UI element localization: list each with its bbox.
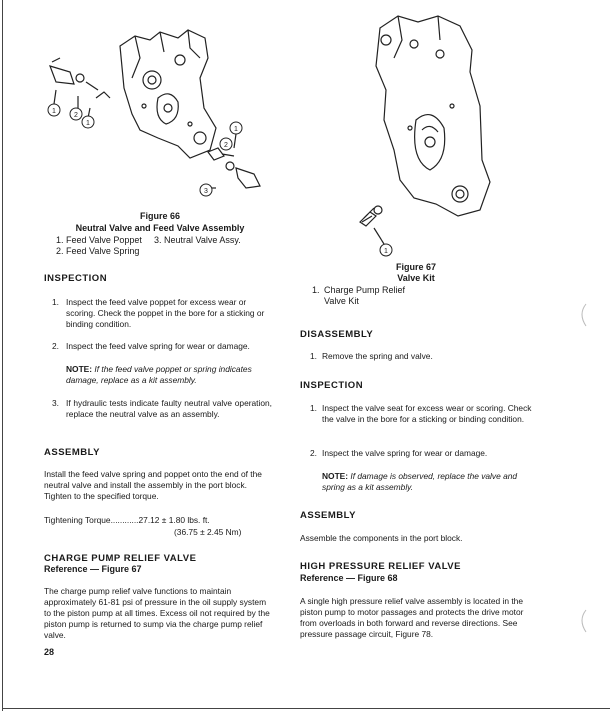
note-label: NOTE: [322, 471, 349, 481]
figure-66-subtitle: Neutral Valve and Feed Valve Assembly [75, 223, 245, 233]
inspection-right-step-1-text: Inspect the valve seat for excess wear or scoring. Check the valve in the bore for a sticking or binding condition. [322, 403, 532, 424]
inspection-step-1-number: 1. [52, 297, 59, 307]
figure-66-legend-item-2: 2. Feed Valve Spring [56, 246, 140, 256]
figure-66-illustration [40, 18, 280, 208]
page-left-border [2, 0, 3, 711]
page-bottom-border [2, 708, 610, 709]
fig66-callout-1a: 1 [52, 108, 56, 115]
tightening-torque: Tightening Torque............27.12 ± 1.80 lbs. ft. [44, 515, 210, 525]
assembly-heading-right: ASSEMBLY [300, 510, 356, 521]
high-pressure-text: A single high pressure relief valve assembly is located in the piston pump to motor passages and protects the drive motor from overloads in both forward and reverse directions. See pressure passage circuit, Figure 78. [300, 596, 524, 639]
inspection-step-2-text: Inspect the feed valve spring for wear or damage. [66, 341, 250, 351]
figure-66-legend-item-1: 1. Feed Valve Poppet [56, 235, 142, 245]
note-label: NOTE: [66, 364, 93, 374]
figure-67-legend-number: 1. [312, 285, 320, 295]
figure-66-legend-item-3: 3. Neutral Valve Assy. [154, 235, 241, 245]
assembly-heading-left: ASSEMBLY [44, 447, 100, 458]
disassembly-step-1-text: Remove the spring and valve. [322, 351, 433, 361]
figure-66-title: Figure 66 [139, 211, 180, 221]
figure-67-title: Figure 67 [395, 262, 436, 272]
assembly-text-right: Assemble the components in the port block. [300, 533, 463, 543]
inspection-heading-left: INSPECTION [44, 273, 108, 284]
inspection-step-3-text: If hydraulic tests indicate faulty neutral valve operation, replace the neutral valve as an assembly. [66, 398, 272, 419]
charge-pump-text: The charge pump relief valve functions to maintain approximately 61-81 psi of pressure in the oil supply system to the piston pump at all times. Excess oil not required by the piston pump is returned to sump via the charge pump relief valve. [44, 586, 270, 640]
inspection-step-3-number: 3. [52, 398, 59, 408]
scan-mark-bottom [574, 606, 590, 641]
figure-67-legend-item: Charge Pump Relief Valve Kit [324, 285, 406, 306]
fig66-callout-2b: 2 [224, 142, 228, 149]
inspection-note-right [322, 471, 532, 493]
inspection-note-left [66, 364, 272, 386]
charge-pump-reference: Reference — Figure 67 [44, 564, 142, 574]
inspection-step-2-number: 2. [52, 341, 59, 351]
fig66-callout-1c: 1 [234, 126, 238, 133]
disassembly-heading: DISASSEMBLY [300, 329, 374, 340]
note-text: If the feed valve poppet or spring indicates damage, replace as a kit assembly. [66, 364, 252, 385]
inspection-right-step-2-number: 2. [310, 448, 317, 458]
inspection-step-1-text: Inspect the feed valve poppet for excess wear or scoring. Check the poppet in the bore for a sticking or binding condition. [66, 297, 265, 329]
figure-67-illustration [340, 10, 500, 260]
fig67-callout-1: 1 [384, 248, 388, 255]
fig66-callout-1b: 1 [86, 120, 90, 127]
high-pressure-reference: Reference — Figure 68 [300, 573, 398, 583]
charge-pump-heading: CHARGE PUMP RELIEF VALVE [44, 553, 197, 564]
inspection-right-step-1-number: 1. [310, 403, 317, 413]
fig66-callout-2a: 2 [74, 112, 78, 119]
figure-67-subtitle: Valve Kit [397, 273, 435, 283]
inspection-right-step-2-text: Inspect the valve spring for wear or damage. [322, 448, 488, 458]
high-pressure-heading: HIGH PRESSURE RELIEF VALVE [300, 561, 461, 572]
scan-mark-top [574, 300, 590, 335]
note-text: If damage is observed, replace the valve and spring as a kit assembly. [322, 471, 518, 492]
inspection-heading-right: INSPECTION [300, 380, 364, 391]
page-number: 28 [44, 647, 55, 657]
fig66-callout-3: 3 [204, 188, 208, 195]
tightening-torque-metric: (36.75 ± 2.45 Nm) [174, 527, 242, 537]
assembly-text-left: Install the feed valve spring and poppet onto the end of the neutral valve and install the assembly in the port block. Tighten to the specified torque. [44, 469, 262, 501]
disassembly-step-1-number: 1. [310, 351, 317, 361]
